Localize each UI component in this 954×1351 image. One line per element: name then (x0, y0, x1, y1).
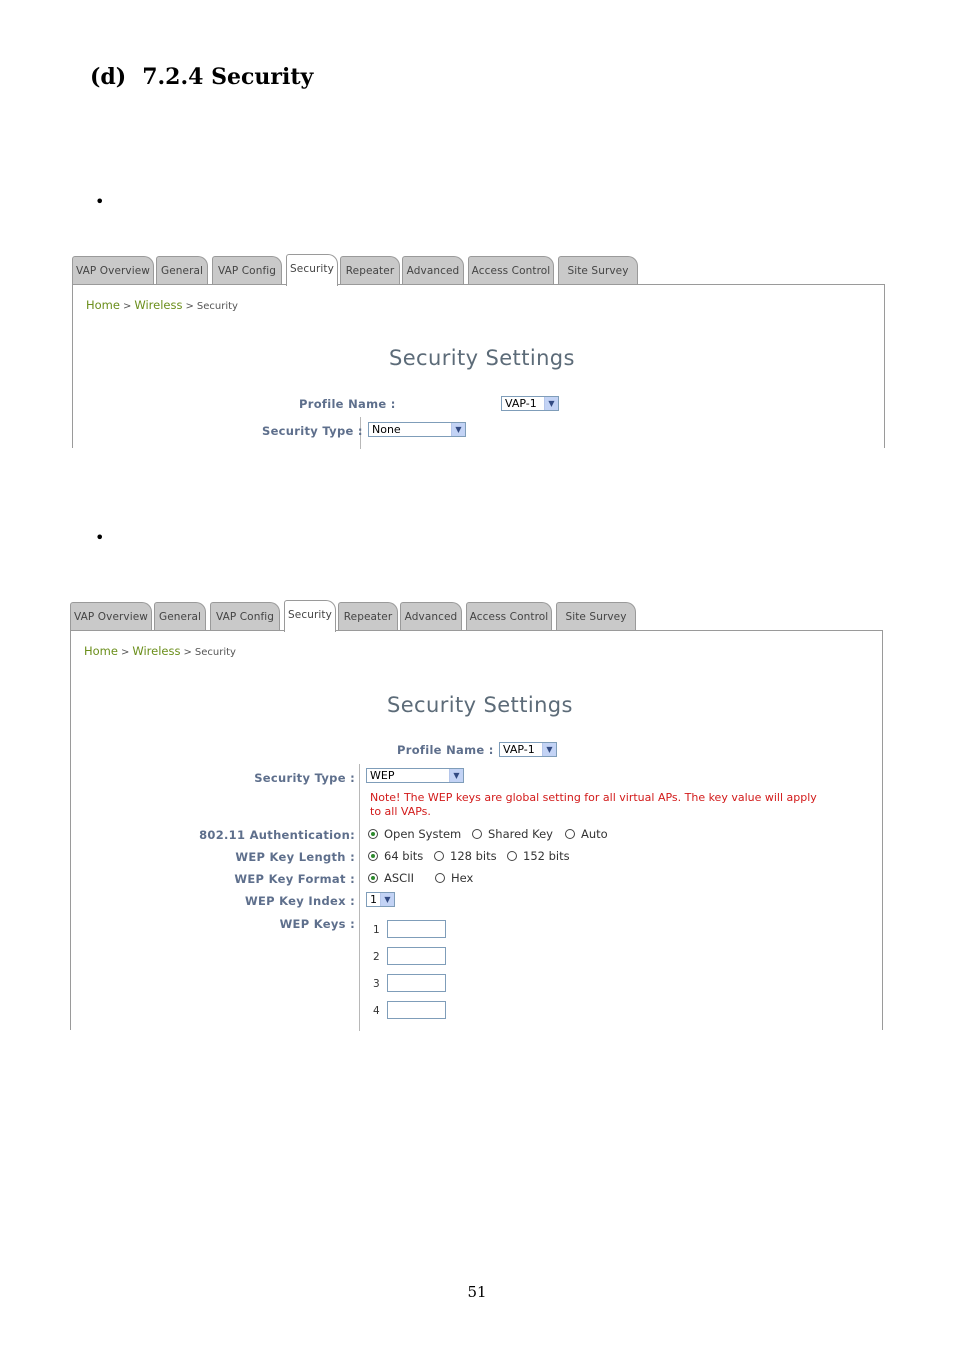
tab-general[interactable]: General (154, 602, 206, 631)
page-title: Security Settings (387, 693, 573, 717)
chevron-down-icon: ▼ (544, 397, 558, 410)
security-type-label: Security Type : (254, 771, 355, 785)
content-panel (72, 284, 885, 448)
profile-name-label: Profile Name : (299, 397, 396, 411)
key-number-2: 2 (373, 951, 380, 963)
auth-label: 802.11 Authentication: (199, 828, 355, 842)
tab-repeater[interactable]: Repeater (340, 256, 400, 285)
breadcrumb-wireless[interactable]: Wireless (134, 298, 183, 312)
security-type-select[interactable]: WEP ▼ (366, 768, 464, 783)
breadcrumb-home[interactable]: Home (86, 298, 120, 312)
wep-key-2-input[interactable] (387, 947, 446, 965)
heading-prefix: (d) (90, 64, 127, 90)
auth-auto[interactable]: Auto (565, 827, 608, 841)
key-index-select[interactable]: 1 ▼ (366, 892, 395, 907)
heading-number: 7.2.4 Security (142, 64, 314, 90)
tab-security[interactable]: Security (284, 600, 336, 632)
screenshot-security-none (72, 254, 885, 448)
chevron-down-icon: ▼ (451, 423, 465, 436)
key-index-label: WEP Key Index : (245, 894, 355, 908)
key-length-128[interactable]: 128 bits (434, 849, 497, 863)
breadcrumb: Home > Wireless > Security (84, 644, 236, 658)
wep-keys-label: WEP Keys : (279, 917, 355, 931)
content-panel (70, 630, 883, 1030)
key-length-label: WEP Key Length : (235, 850, 355, 864)
key-number-1: 1 (373, 924, 380, 936)
bullet-2: • (95, 528, 105, 547)
tab-vap-config[interactable]: VAP Config (212, 256, 282, 285)
profile-name-select[interactable]: VAP-1 ▼ (501, 396, 559, 411)
auth-shared-key[interactable]: Shared Key (472, 827, 553, 841)
wep-note: Note! The WEP keys are global setting for all virtual APs. The key value will apply to all VAPs. (370, 791, 817, 818)
wep-key-3-input[interactable] (387, 974, 446, 992)
tab-site-survey[interactable]: Site Survey (556, 602, 636, 631)
page-title: Security Settings (389, 346, 575, 370)
radio-selected-icon[interactable] (368, 873, 378, 883)
key-format-label: WEP Key Format : (234, 872, 355, 886)
chevron-down-icon: ▼ (380, 893, 394, 906)
tab-advanced[interactable]: Advanced (400, 602, 462, 631)
tab-vap-overview[interactable]: VAP Overview (70, 602, 152, 631)
breadcrumb-current: Security (196, 301, 238, 312)
key-length-152[interactable]: 152 bits (507, 849, 570, 863)
radio-icon[interactable] (565, 829, 575, 839)
key-number-4: 4 (373, 1005, 380, 1017)
breadcrumb: Home > Wireless > Security (86, 298, 238, 312)
security-type-select[interactable]: None ▼ (368, 422, 466, 437)
radio-icon[interactable] (507, 851, 517, 861)
radio-selected-icon[interactable] (368, 829, 378, 839)
tab-vap-overview[interactable]: VAP Overview (72, 256, 154, 285)
breadcrumb-home[interactable]: Home (84, 644, 118, 658)
auth-open-system[interactable]: Open System (368, 827, 461, 841)
tab-access-control[interactable]: Access Control (466, 602, 552, 631)
profile-name-label: Profile Name : (397, 743, 494, 757)
breadcrumb-current: Security (194, 647, 236, 658)
tab-general[interactable]: General (156, 256, 208, 285)
screenshot-security-wep (70, 600, 883, 1030)
key-format-ascii[interactable]: ASCII (368, 871, 414, 885)
chevron-down-icon: ▼ (542, 743, 556, 756)
section-heading (90, 64, 313, 90)
tab-security[interactable]: Security (286, 254, 338, 286)
bullet-1: • (95, 192, 105, 211)
wep-key-4-input[interactable] (387, 1001, 446, 1019)
radio-selected-icon[interactable] (368, 851, 378, 861)
page-number: 51 (467, 1283, 487, 1301)
breadcrumb-wireless[interactable]: Wireless (132, 644, 181, 658)
radio-icon[interactable] (434, 851, 444, 861)
profile-name-select[interactable]: VAP-1 ▼ (499, 742, 557, 757)
radio-icon[interactable] (435, 873, 445, 883)
key-format-hex[interactable]: Hex (435, 871, 473, 885)
tab-advanced[interactable]: Advanced (402, 256, 464, 285)
tab-vap-config[interactable]: VAP Config (210, 602, 280, 631)
key-number-3: 3 (373, 978, 380, 990)
key-length-64[interactable]: 64 bits (368, 849, 423, 863)
tab-site-survey[interactable]: Site Survey (558, 256, 638, 285)
tab-repeater[interactable]: Repeater (338, 602, 398, 631)
chevron-down-icon: ▼ (449, 769, 463, 782)
divider (359, 764, 360, 1031)
tab-access-control[interactable]: Access Control (468, 256, 554, 285)
radio-icon[interactable] (472, 829, 482, 839)
security-type-label: Security Type : (262, 424, 363, 438)
wep-key-1-input[interactable] (387, 920, 446, 938)
